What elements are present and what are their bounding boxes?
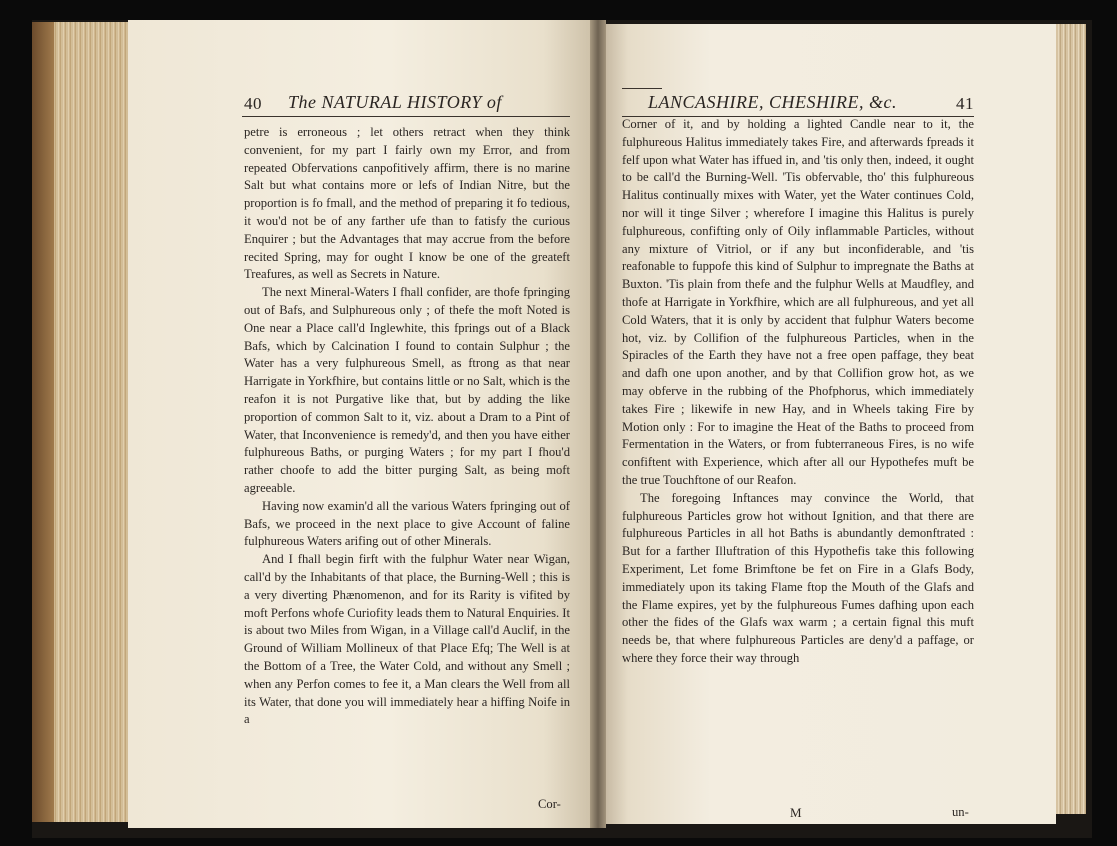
- left-paragraph-1: petre is erroneous ; let others retract when they think convenient, for my part I fairly own my Error, and from repeated Obfervations canpofitively affirm, there is no marine Salt but what contains more or lefs of Indian Nitre, but the proportion is fo fmall, and the method of preparing it fo tedious, it wou'd not be of any farther ufe than to fatisfy the curious Enquirer ; but the Advantages that may accrue from the before recited Spring, may for ought I know be one of the greateft Treafures, as well as Secrets in Nature.: [244, 125, 570, 282]
- left-page-number: 40: [244, 94, 262, 113]
- right-page-text: [622, 116, 974, 668]
- book-gutter: [590, 20, 606, 828]
- left-catchword: Cor-: [538, 797, 561, 811]
- left-page-text: [244, 124, 570, 729]
- right-page-edges: [1052, 24, 1086, 814]
- right-catchword: un-: [952, 805, 969, 819]
- right-running-head: LANCASHIRE, CHESHIRE, &c.: [648, 92, 897, 112]
- left-cover-edge: [32, 22, 54, 822]
- left-paragraph-4: And I fhall begin firft with the fulphur Water near Wigan, call'd by the Inhabitants of that place, the Burning-Well ; this is a very diverting Phænomenon, and for its Rarity is vifited by moft Perfons whofe Curiofity leads them to Natural Enquiries. It is about two Miles from Wigan, in a Village call'd Auclif, in the Ground of William Mollineux of that Place Efq; The Well is at the Bottom of a Tree, the Water Cold, and without any Smell ; when any Perfon comes to fee it, a Man clears the Well from all its Water, that done you will immediately hear a hiffing Noife in a: [244, 552, 570, 727]
- right-page-number: 41: [956, 94, 974, 113]
- right-paragraph-2: The foregoing Inftances may convince the World, that fulphureous Particles grow hot without Ignition, and that there are fulphureous Particles in all hot Baths is abundantly demonftrated : But for a farther Illuftration of this Hypothefis take this following Experiment, Let fome Brimftone be fet on Fire in a Glafs Body, immediately upon its taking Flame ftop the Mouth of the Glafs and the Flame expires, yet by the fulphureous Fumes dafhing upon each other the fides of the Glafs wax warm ; a certain fignal this muft needs be, that where fulphureous Particles are deny'd a paffage, or where they force their way through: [622, 490, 974, 665]
- left-paragraph-3: Having now examin'd all the various Waters fpringing out of Bafs, we proceed in the next place to give Account of faline fulphureous Waters arifing out of other Minerals.: [244, 498, 570, 549]
- right-header-mark: [622, 88, 662, 89]
- left-paragraph-2: The next Mineral-Waters I fhall confider, are thofe fpringing out of Bafs, and Sulphureous only ; of thefe the moft Noted is One near a Place call'd Inglewhite, this fprings out of a Black Bafs, which by Calcination I found to contain Sulphur ; the Water has a very fulphureous Smell, as ftrong as that near Harrigate in Yorkfhire, but contains little or no Salt, which is the reafon it is not Purgative like that, but by adding the like proportion of common Salt to it, viz. about a Dram to a Pint of Water, that Inconvenience is remedy'd, and then you have either fulphureous Baths, or purging Waters ; for my part I fhou'd rather choofe to add the bitter purging Salt, as being moft agreeable.: [244, 285, 570, 495]
- left-running-head: The NATURAL HISTORY of: [288, 92, 502, 112]
- right-paragraph-1: Corner of it, and by holding a lighted Candle near to it, the fulphureous Halitus immediately takes Fire, and afterwards fpreads it felf upon what Water has iffued in, and 'tis only then, indeed, it ought to be call'd the Burning-Well. 'Tis obfervable, tho' this fulphureous Halitus continually mixes with Water, yet the Water continues Cold, nor will it tinge Silver ; wherefore I imagine this Halitus is purely fulphureous, confifting only of Oily inflammable Particles, without any mixture of Vitriol, or if any but inconfiderable, and 'tis reafonable to fuppofe this kind of Sulphur to impregnate the Baths at Buxton. 'Tis plain from thefe and the fulphur Wells at Maudfley, and thofe at Harrigate in Yorkfhire, which are all fulphureous, and yet all Cold Waters, that it is only by accident that fulphur Waters become hot, viz. by Collifion of the fulphureous Particles, when in the Spiracles of the Earth they have not a free open paffage, they beat and dafh one upon another, and by that Collifion grow hot, as we may obferve in the rubbing of the Phofphorus, which immediately takes Fire ; likewife in new Hay, and in Wheels taking Fire by Motion only : For to imagine the Heat of the Baths to proceed from Fermentation in the Waters, or from fubterraneous Fires, is no wife confiftent with Experience, which after all our Hypothefes muft be the true Touchftone of our Reafon.: [622, 117, 974, 487]
- left-header-rule: [242, 116, 570, 117]
- signature-mark: M: [790, 805, 802, 820]
